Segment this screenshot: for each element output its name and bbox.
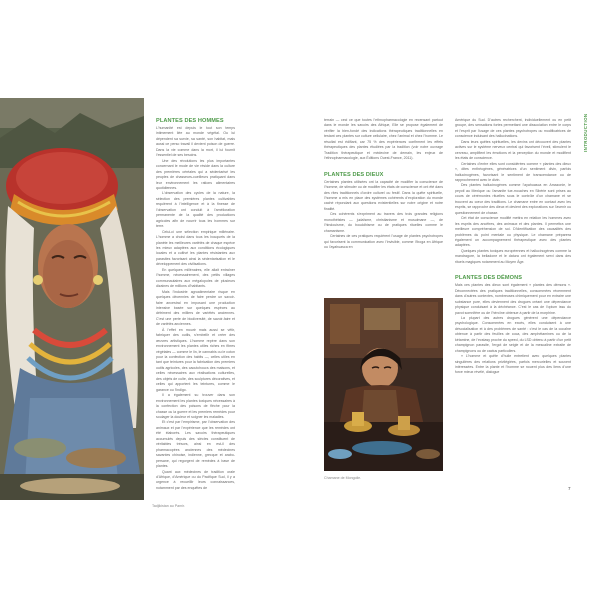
paragraph: Celui-ci une sélection empirique millénaire. L’homme a choisi dans tous les bouquets de la planète les meilleures variétés de chaque espèce les mieux adaptées aux conditions écologiques locales et a cultivé les plantes résistantes aux parasites favorisant ainsi la sédentarisation et le développement des civilisations. (156, 229, 235, 267)
paragraph: Quant aux médecines de tradition orale d’Afrique, d’Amérique ou du Pacifique Sud, il y a urgence à recueillir leurs connaissances, notamment par des enquêtes de (156, 469, 235, 490)
paragraph: Quelques plantes toxiques européennes et hallucinogènes comme la mandragore, la belladone et le datura ont également servi dans des rituels magiques notamment au Moyen Âge. (455, 248, 571, 264)
paragraph: Certaines plantes utilisées ont la capacité de modifier la conscience de l’homme, de stimuler ou de modifier les états de conscience et ont été dans des rites traditionnels d’ordre culturel ou festif. Dans la quête spirituelle, l’homme a mis en place des systèmes cohérents d’exploration du monde caché répondant aux questions existentielles sur notre origine et notre finalité. (324, 179, 443, 211)
paragraph: À l’effet en mourir mais aussi se vêtir, fabriquer des outils, s’embellir et créer des œuvres artistiques. L’homme repère dans son environnement les plantes utiles riches en fibres végétales — comme le lin, le cannabis ou le coton pour la confection des habits —, celles utiles en tant que teintures pour la fabrication des premiers outils agricoles, des caoutchoucs des maisons, et celles nécessaires aux réalisations culturelles, des objets de culte, des sculptures décoratives, et celles qui apportent les teintures, comme le garance ou l’indigo. (156, 327, 235, 392)
section-tab (583, 113, 591, 152)
paragraph: Amérique du Sud. D’autres recherchent, individuellement ou en petit groupe, des sensations fortes permettant une dissociation entre le corps et l’esprit par l’usage de ces plantes psychotropes ou modificatrices de conscience induisant des hallucinations. (455, 118, 571, 139)
paragraph: L’observation des cycles de la nature, la sélection des premières plantes cultivables requièrent à l’intelligence et à la finesse de l’observation ont conduit à l’amélioration permanente de la qualité des productions agricoles afin de nourrir tous les hommes sur terre. (156, 191, 235, 229)
heading-plantes-des-hommes: PLANTES DES HOMMES (156, 118, 224, 124)
paragraph: terrain — ceci ce que toutes l’ethnopharmacologie en recensant partout dans le monde les savoirs des Afrique, Elle se propose également de vérifier la bien-fondé des indications thérapeutiques traditionnelles en testant ces plantes sur culture cellulaire, chez l’animal et chez l’homme. Le résultat est édifiant, car 75 % des expériences confirment les effets thérapeutiques des plantes étudiées par la tradition (voir notre ouvrage Tradition thérapeutique et médecine de demain, les enjeux de l’ethnopharmacologie, aux Éditions Ouest-France, 2011). (324, 118, 443, 161)
column-3 (455, 118, 571, 376)
paragraph: L’humanité est depuis le tout son temps intimement liée au monde végétal. Ou lui dépendent sa survie, sa santé, son habitat, mais aussi ce perso travail il devient poison de guerre. Dans la vie comme dans la mort, il lui fournit l’essentiel de ses besoins. (156, 126, 235, 158)
paragraph: Une des révolutions les plus importantes concernant le mode de vie réside dans la culture des premières céréales qui a sédentarisé les peuples de chasseurs-cueilleurs pratiquant dans leur environnement les rations alimentaires quotidiennes. (156, 158, 235, 190)
column-2 (324, 118, 443, 251)
heading-plantes-des-dieux: PLANTES DES DIEUX (324, 171, 384, 178)
section-tab-label: INTRODUCTION (583, 113, 588, 152)
paragraph: Mais ces plantes des dieux sont également « plantes des démons ». Déconnectées des pratiques traditionnelles, consommées récemment dans d’autres contextes, nombreuses chimiquement pour en extraire une substance pure, elles deviennent des drogues créant une dépendance physique conduisant à la déchéance. C’est le cas de l’opium issu du pavot somnifère ou de l’héroïne obtenue à partir de la morphine. (455, 283, 571, 315)
paragraph: La plupart des autres drogues génèrent une dépendance psychologique. Consommées en excès, elles conduisent à une désocialisation et à des problèmes de santé : c’est le cas de la cocaïne obtenue à partir des feuilles de coca, des amphétamines ou de la kétamine, de l’ecstasy proche du speed, du LSD obtenu à partir d’un petit champignon parasite, l’ergot de seigle et de la mescaline extraite de champignons ou de cactus particuliers. (455, 315, 571, 353)
paragraph: Et c’est par l’empirisme, par l’observation des animaux et par l’expérience que les remèdes ont été élaborés. Les savoirs thérapeutiques accumulés depuis des siècles constituent de véritables trésors, ainsi en est-il des pharmacopées anciennes des médecines savantes chinoise, indienne, grecque et arabo-persane, qui regorgent de remèdes à base de plantes. (156, 420, 235, 469)
paragraph: Il a également su trouver dans son environnement les plantes toxiques nécessaires à la confection des poisons de flèche pour la chasse ou la guerre et les premiers remèdes pour soulager la douleur et soigner les maladies. (156, 393, 235, 420)
paragraph: « L’homme et quête d’huile entretient avec quelques plantes singulières des relations privilégiées, parfois mercurielles et souvent intéressées. Entre la plante et l’homme se nouent plus des liens d’une force mieux révélé, dialogue (455, 354, 571, 375)
caption-mid: Chamane de Mongolie. (324, 476, 362, 480)
photo-tadjik-woman (0, 98, 144, 500)
page-number: 7 (568, 486, 571, 491)
paragraph: Des plantes hallucinogènes comme l’ayahuasca en Amazonie, le peyotl au Mexique ou l’amanite tue-mouches en Sibérie sont prises au cours de cérémonies rituelles sous le contrôle d’un chamane et se trouvent au cœur des traditions. Le chamane entre en contact avec les esprits, se rapproche des dieux et devient des explorations sur l’avenir ou questionnement de chasse. (455, 183, 571, 215)
paragraph: Certaines d’entre elles sont considérées comme « plantes des dieux », dites enthéogènes, génératrices d’un sentiment divin, parfois hallucinogènes, favorisant le sentiment de transcendance ou de rapprochement avec le divin. (455, 161, 571, 182)
paragraph: Certaines de ces pratiques requièrent l’usage de plantes psychotropes qui favorisent la communication avec l’invisible, comme l’iboga en Afrique ou l’ayahuasca en (324, 234, 443, 250)
paragraph: Cet état de conscience modifié mettra en relation les hommes avec les esprits des ancêtres, des animaux et des plantes. Il permettra une meilleure compréhension de soi. D’identification des causalités des problèmes du point mentale ou physique. Le chamane préparera également un accompagnement thérapeutique avec des plantes adaptées. (455, 216, 571, 248)
paragraph: Dans leurs quêtes spirituelles, les devins ont découvert des plantes actives sur le système nerveux central qui favorisent l’éveil, stimulent le cerveau, amplifient les émotions et la perception du monde et modifient les états de conscience. (455, 139, 571, 161)
paragraph: Mais l’industrie agroalimentaire risque en quelques décennies de faire perdre un savoir-faire ancestral en imposant une production intensive basée sur quelques espèces au détriment des milliers de variétés anciennes. C’est une perte de biodiversité, de savoir-faire et de variétés anciennes. (156, 289, 235, 327)
paragraph: Ces cohérents s’expriment au travers des trois grandes religions monothéistes — judaïsme, christianisme et musulmane —, de l’hindouisme, du bouddhisme ou de pratiques rituelles comme le chamanisme. (324, 212, 443, 233)
caption-left: Tadjikistan au Pamir. (152, 504, 185, 508)
column-1 (156, 118, 235, 491)
heading-plantes-des-demons: PLANTES DES DÉMONS (455, 275, 523, 282)
paragraph: En quelques millénaires, elle allait entraîner l’homme, nécessairement, des petits villages communautaires aux mégalopoles de plusieurs dizaines de millions d’habitants. (156, 267, 235, 289)
photo-mongolian-shaman (324, 298, 443, 471)
